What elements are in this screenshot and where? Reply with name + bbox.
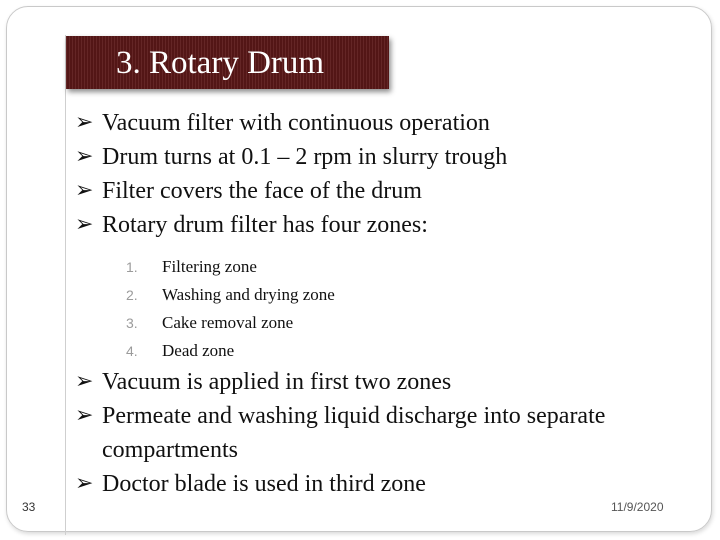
bullet-text: Doctor blade is used in third zone bbox=[102, 471, 426, 497]
arrow-bullet-icon: ➢ bbox=[75, 403, 94, 428]
bullet-item bbox=[75, 174, 695, 208]
bullet-item bbox=[75, 467, 695, 501]
zone-item bbox=[126, 253, 335, 281]
bullet-list-bottom bbox=[75, 365, 695, 501]
bullet-item bbox=[75, 399, 695, 467]
bullet-list-top bbox=[75, 106, 695, 242]
zone-number: 4. bbox=[126, 343, 138, 359]
bullet-text: Rotary drum filter has four zones: bbox=[102, 212, 428, 238]
zone-number: 2. bbox=[126, 287, 138, 303]
bullet-text: Vacuum is applied in first two zones bbox=[102, 369, 452, 395]
bullet-text: Vacuum filter with continuous operation bbox=[102, 110, 490, 136]
bullet-item bbox=[75, 106, 695, 140]
zone-number: 1. bbox=[126, 259, 138, 275]
bullet-item bbox=[75, 140, 695, 174]
zone-label: Washing and drying zone bbox=[162, 285, 335, 304]
bullet-item bbox=[75, 365, 695, 399]
arrow-bullet-icon: ➢ bbox=[75, 369, 94, 394]
zone-label: Cake removal zone bbox=[162, 313, 294, 332]
zone-number: 3. bbox=[126, 315, 138, 331]
zone-label: Filtering zone bbox=[162, 257, 257, 276]
bullet-text: Drum turns at 0.1 – 2 rpm in slurry trough bbox=[102, 144, 508, 170]
arrow-bullet-icon: ➢ bbox=[75, 110, 94, 135]
zone-item bbox=[126, 281, 335, 309]
zone-item bbox=[126, 337, 335, 365]
left-divider bbox=[65, 35, 66, 535]
slide-title: 3. Rotary Drum bbox=[116, 45, 325, 81]
arrow-bullet-icon: ➢ bbox=[75, 144, 94, 169]
bullet-text: Filter covers the face of the drum bbox=[102, 178, 422, 204]
arrow-bullet-icon: ➢ bbox=[75, 471, 94, 496]
slide-date: 11/9/2020 bbox=[611, 500, 664, 514]
zone-item bbox=[126, 309, 335, 337]
zone-list bbox=[126, 253, 335, 365]
arrow-bullet-icon: ➢ bbox=[75, 212, 94, 237]
arrow-bullet-icon: ➢ bbox=[75, 178, 94, 203]
bullet-text: Permeate and washing liquid discharge into separate compartments bbox=[102, 403, 606, 463]
slide-number: 33 bbox=[22, 500, 36, 514]
zone-label: Dead zone bbox=[162, 341, 235, 360]
title-banner bbox=[66, 36, 389, 89]
bullet-item bbox=[75, 208, 695, 242]
